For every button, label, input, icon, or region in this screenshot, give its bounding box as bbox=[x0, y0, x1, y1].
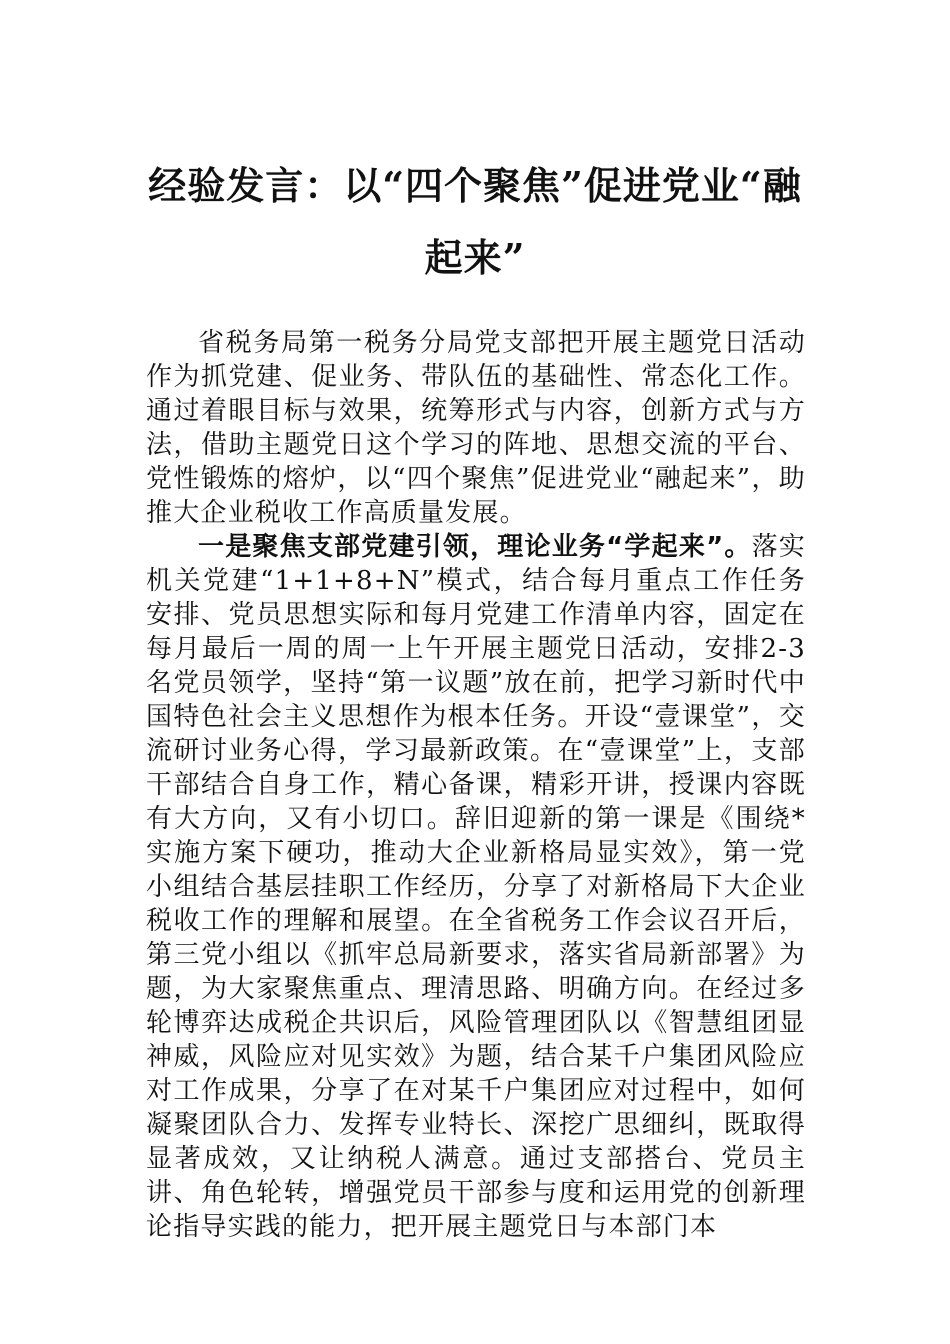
document-body bbox=[146, 326, 806, 1244]
paragraph-intro bbox=[146, 326, 806, 530]
document-title: 经验发言：以“四个聚焦”促进党业“融起来” bbox=[148, 163, 802, 280]
paragraph-text: 落实机关党建“1+1+8+N”模式，结合每月重点工作任务安排、党员思想实际和每月党建工作清单内容，固定在每月最后一周的周一上午开展主题党日活动，安排2-3名党员领学，坚持“第一议题”放在前，把学习新时代中国特色社会主义思想作为根本任务。开设“壹课堂”，交流研讨业务心得，学习最新政策。在“壹课堂”上，支部干部结合自身工作，精心备课，精彩开讲，授课内容既有大方向，又有小切口。辞旧迎新的第一课是《围绕*实施方案下硬功，推动大企业新格局显实效》，第一党小组结合基层挂职工作经历，分享了对新格局下大企业税收工作的理解和展望。在全省税务工作会议召开后，第三党小组以《抓牢总局新要求，落实省局新部署》为题，为大家聚焦重点、理清思路、明确方向。在经过多轮博弈达成税企共识后，风险管理团队以《智慧组团显神威，风险应对见实效》为题，结合某千户集团风险应对工作成果，分享了在对某千户集团应对过程中，如何凝聚团队合力、发挥专业特长、深挖广思细纠，既取得显著成效，又让纳税人满意。通过支部搭台、党员主讲、角色轮转，增强党员干部参与度和运用党的创新理论指导实践的能力，把开展主题党日与本部门本 bbox=[146, 532, 806, 1242]
paragraph-lead: 一是聚焦支部党建引领，理论业务“学起来”。 bbox=[198, 532, 752, 562]
paragraph-text: 省税务局第一税务分局党支部把开展主题党日活动作为抓党建、促业务、带队伍的基础性、常态化工作。通过着眼目标与效果，统筹形式与内容，创新方式与方法，借助主题党日这个学习的阵地、思想交流的平台、党性锻炼的熔炉，以“四个聚焦”促进党业“融起来”，助推大企业税收工作高质量发展。 bbox=[146, 328, 806, 528]
paragraph-focus-one bbox=[146, 530, 806, 1244]
